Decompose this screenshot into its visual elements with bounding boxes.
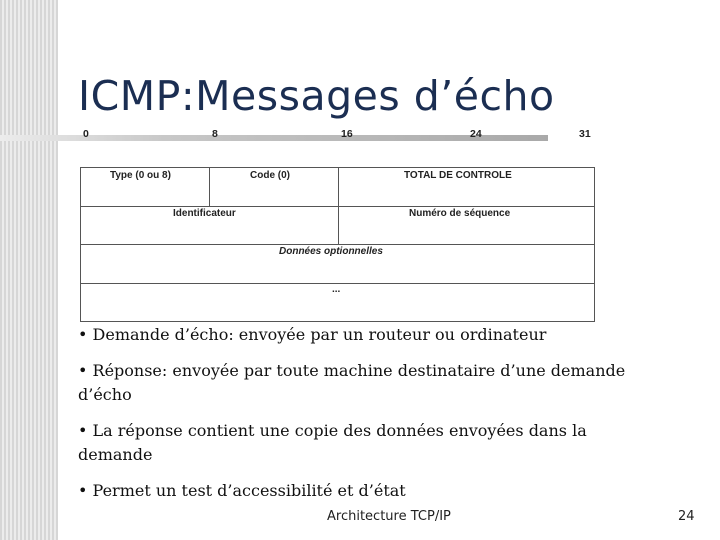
field-type: Type (0 ou 8)	[110, 170, 171, 181]
field-optional-data: Données optionnelles	[279, 246, 383, 257]
page-number: 24	[678, 509, 695, 524]
icmp-echo-packet-table	[80, 167, 595, 322]
field-checksum: TOTAL DE CONTROLE	[404, 170, 512, 181]
table-column-divider	[338, 168, 339, 244]
bit-label-0: 0	[83, 128, 89, 140]
field-sequence-number: Numéro de séquence	[409, 208, 511, 219]
bit-label-31: 31	[579, 128, 591, 140]
bullet-reply-content: • La réponse contient une copie des données envoyées dans la demande	[78, 421, 587, 464]
table-column-divider	[209, 168, 210, 206]
field-continuation: ...	[332, 284, 341, 295]
bit-label-24: 24	[470, 128, 482, 140]
bullet-echo-request: • Demande d’écho: envoyée par un routeur ou ordinateur	[78, 325, 547, 344]
bit-label-8: 8	[212, 128, 218, 140]
bullet-accessibility-test: • Permet un test d’accessibilité et d’état	[78, 481, 406, 500]
bullet-echo-reply: • Réponse: envoyée par toute machine destinataire d’une demande d’écho	[78, 361, 626, 404]
bit-label-16: 16	[341, 128, 353, 140]
table-row-divider	[81, 244, 594, 245]
field-code: Code (0)	[250, 170, 290, 181]
field-identifier: Identificateur	[173, 208, 236, 219]
slide-title: ICMP:Messages d’écho	[78, 72, 555, 120]
decorative-side-stripes	[0, 0, 58, 540]
slide-footer: Architecture TCP/IP	[327, 509, 451, 524]
